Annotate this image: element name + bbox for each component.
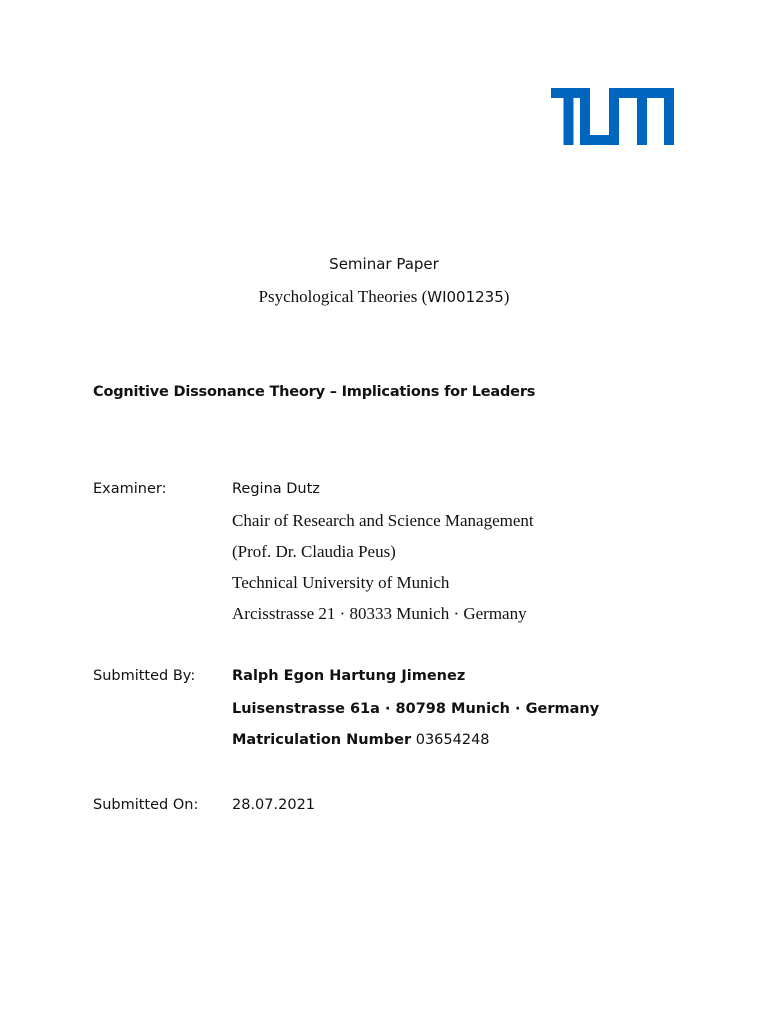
examiner-name: Regina Dutz [232,481,320,497]
course-code: WI001235 [427,288,504,306]
matriculation-label: Matriculation Number [232,732,412,748]
document-type: Seminar Paper [329,255,439,273]
submitter-name: Ralph Egon Hartung Jimenez [232,668,466,684]
examiner-address: Arcisstrasse 21 · 80333 Munich · Germany [232,604,527,623]
course-close: ) [503,287,510,306]
submitter-address: Luisenstrasse 61a · 80798 Munich · Germany [232,701,600,717]
matriculation [232,732,490,748]
submitter-label: Submitted By: [93,668,196,684]
matriculation-number: 03654248 [415,732,490,748]
examiner-chair: Chair of Research and Science Management [232,511,534,530]
examiner-university: Technical University of Munich [232,573,450,592]
examiner-professor: (Prof. Dr. Claudia Peus) [232,542,396,561]
examiner-label: Examiner: [93,481,167,497]
submission-label: Submitted On: [93,797,199,813]
tum-logo [551,88,674,145]
paper-title: Cognitive Dissonance Theory – Implications for Leaders [93,384,536,400]
submission-date: 28.07.2021 [232,797,316,813]
course-title [0,287,768,307]
course-name: Psychological Theories ( [258,287,428,306]
